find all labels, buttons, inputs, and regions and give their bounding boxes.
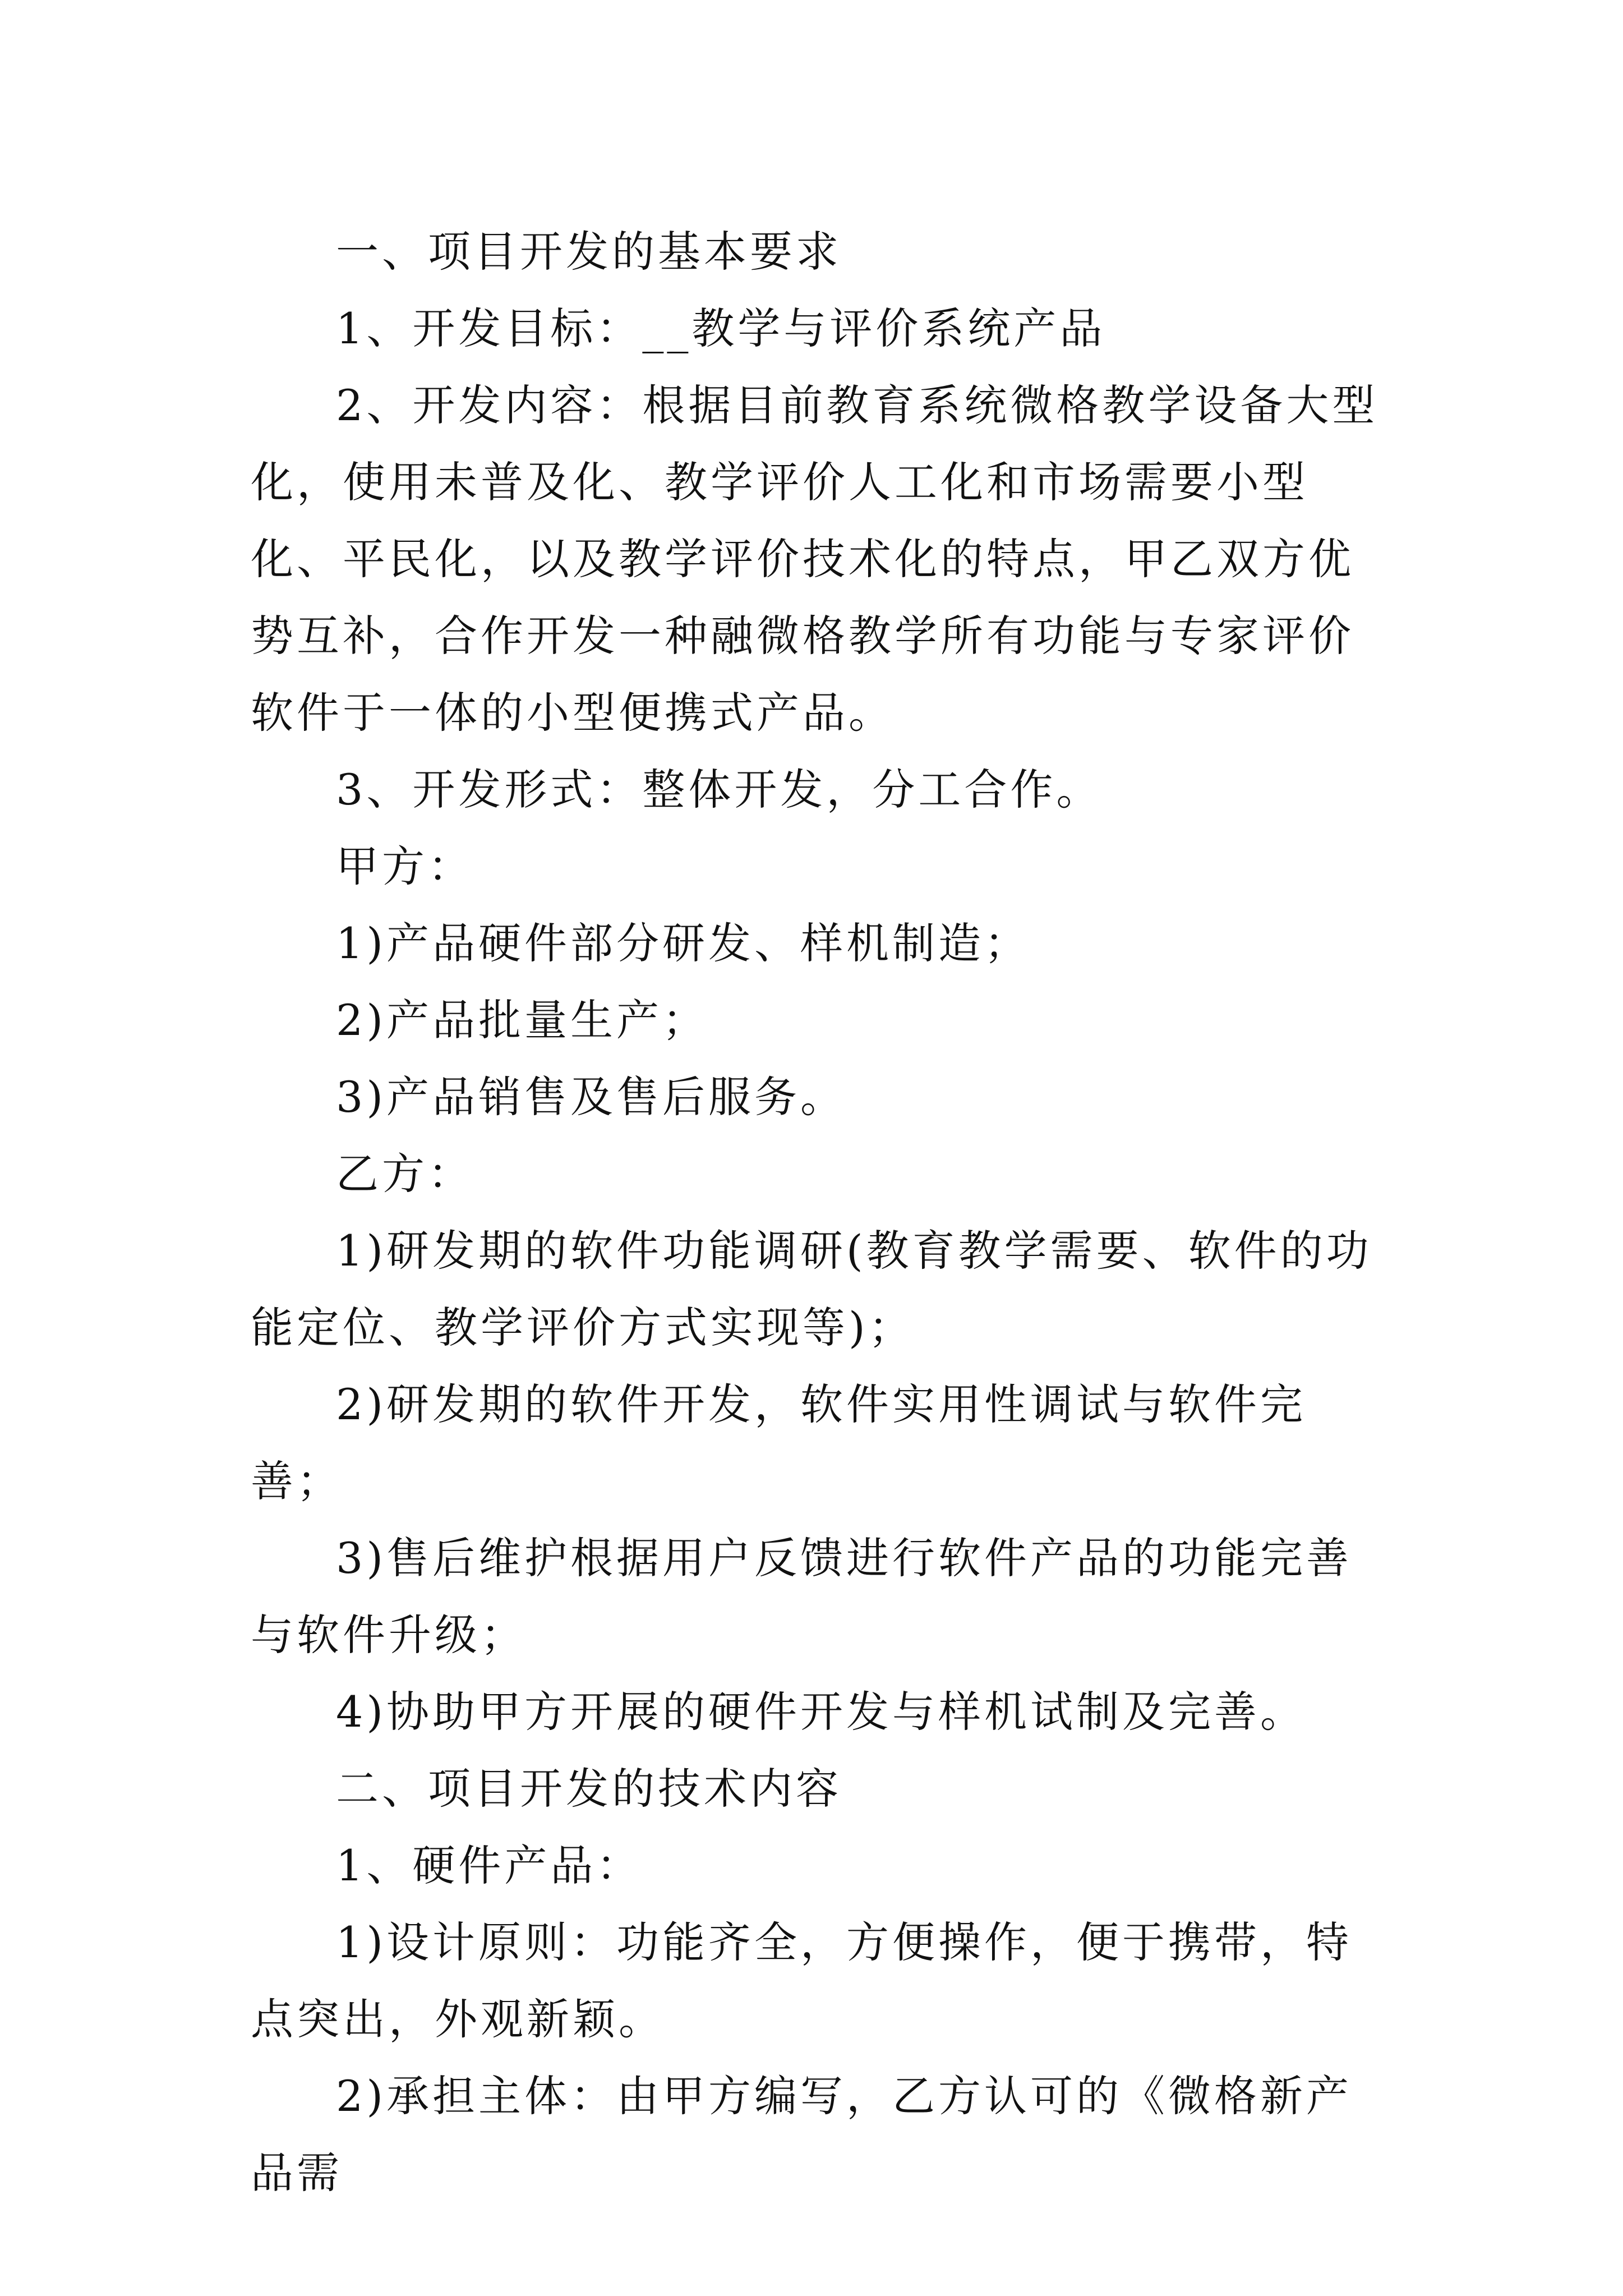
paragraph-development-form: 3、开发形式：整体开发，分工合作。: [336, 765, 1103, 815]
party-b-item-3: 3)售后维护根据用户反馈进行软件产品的功能完善与软件升级；: [251, 1533, 1353, 1660]
section-heading-basic-requirements: 一、项目开发的基本要求: [336, 227, 842, 277]
party-a-heading: 甲方：: [336, 841, 474, 891]
paragraph-development-goal: 1、开发目标：__教学与评价系统产品: [336, 303, 1106, 353]
hardware-item-2: 2)承担主体：由甲方编写，乙方认可的《微格新产品需: [251, 2071, 1353, 2198]
document-body: [251, 213, 1389, 2211]
party-b-item-2: 2)研发期的软件开发，软件实用性调试与软件完善；: [251, 1379, 1307, 1506]
party-b-item-1: 1)研发期的软件功能调研(教育教学需要、软件的功能定位、教学评价方式实现等)；: [251, 1226, 1372, 1352]
hardware-item-1: 1)设计原则：功能齐全，方便操作，便于携带，特点突出，外观新颖。: [251, 1917, 1353, 2044]
party-a-item-3: 3)产品销售及售后服务。: [336, 1072, 847, 1122]
party-a-item-2: 2)产品批量生产；: [336, 995, 709, 1045]
paragraph-development-content: 2、开发内容：根据目前教育系统微格教学设备大型化，使用未普及化、教学评价人工化和市场需要小型化、平民化，以及教学评价技术化的特点，甲乙双方优势互补，合作开发一种融微格教学所有功能与专家评价软件于一体的小型便携式产品。: [251, 380, 1378, 738]
paragraph-hardware-product: 1、硬件产品：: [336, 1841, 643, 1890]
party-b-item-4: 4)协助甲方开展的硬件开发与样机试制及完善。: [336, 1687, 1307, 1737]
party-a-item-1: 1)产品硬件部分研发、样机制造；: [336, 918, 1031, 968]
section-heading-technical-content: 二、项目开发的技术内容: [336, 1764, 842, 1814]
party-b-heading: 乙方：: [336, 1149, 474, 1199]
